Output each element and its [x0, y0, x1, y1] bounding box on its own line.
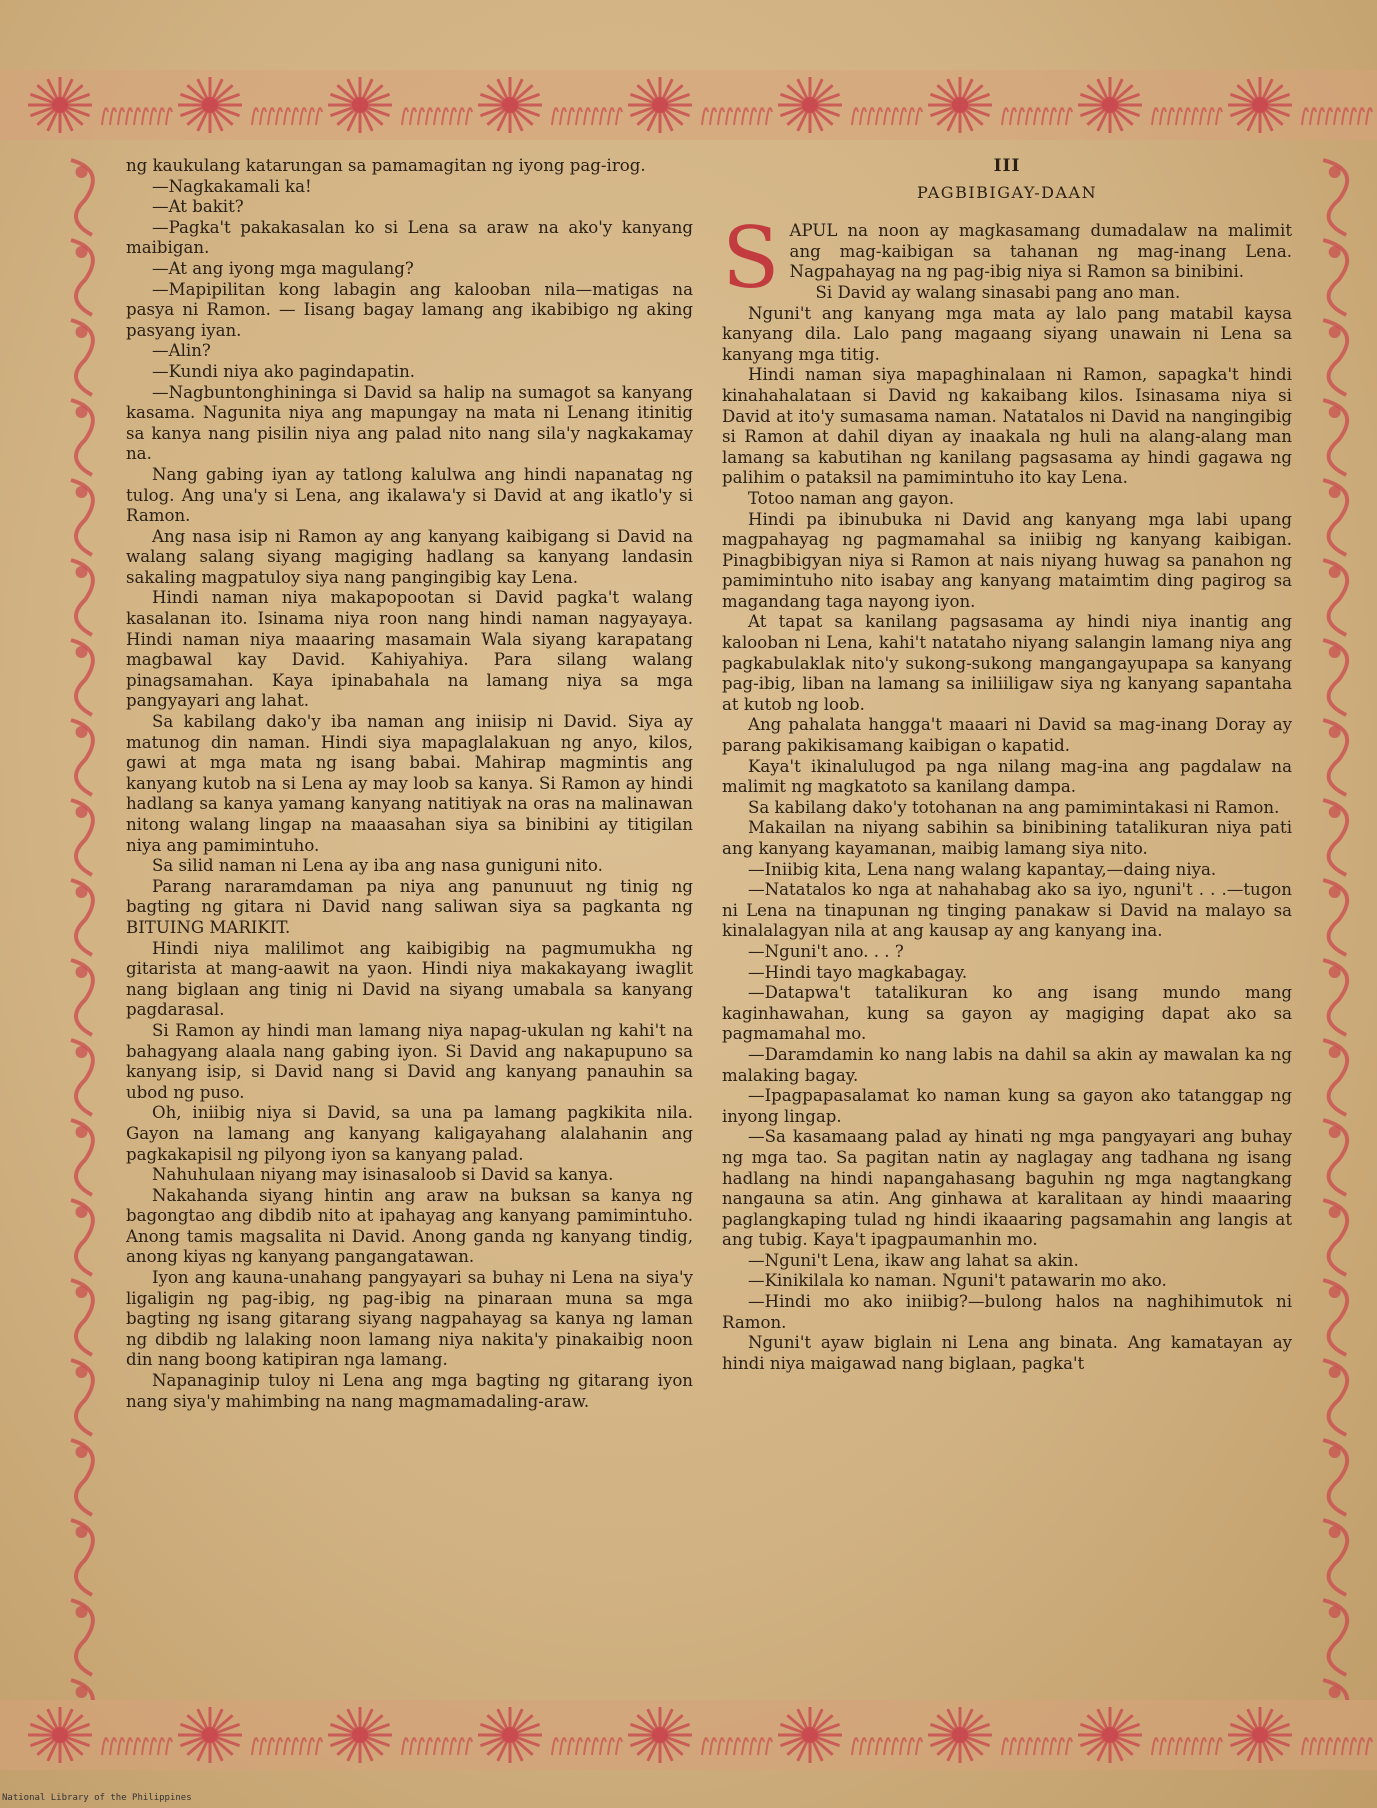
paragraph: —Nagbuntonghininga si David sa halip na sumagot sa kanyang kasama. Nagunita niya ang mapungay na mata ni Lenang itinitig sa kanya nang pisilin niya ang palad nito nang sila'y nagkakamay na. [126, 382, 693, 464]
starburst-ornament [778, 1707, 842, 1763]
right-ornament-art [1300, 140, 1377, 1700]
library-footer: National Library of the Philippines [2, 1793, 192, 1803]
chapter-number: III [993, 156, 1021, 176]
paragraph: Nakahanda siyang hintin ang araw na buksan sa kanya ng bagongtao ang dibdib nito at ipahayag ang kanyang pamimintuho. Anong tamis magsalita ni David. Anong ganda ng kanyang tindig, anong kiyas ng kanyang pangangatawan. [126, 1185, 693, 1267]
scroll-bud [76, 1206, 88, 1218]
paragraph: —At ang iyong mga magulang? [152, 258, 414, 278]
starburst-ornament [1078, 77, 1142, 133]
scroll-bud [1329, 1046, 1341, 1058]
paragraph: Si Ramon ay hindi man lamang niya napag-ukulan ng kahi't na bahagyang alaala nang gabing iyon. Si David ang nakapupuno sa kanyang isip, si David nang si David ang kanyang panauhin sa ubod ng puso. [126, 1020, 693, 1102]
scroll-bud [1329, 966, 1341, 978]
bottom-floral-border [0, 1700, 1377, 1770]
paragraph: —Hindi mo ako iniibig?—bulong halos na naghihimutok ni Ramon. [722, 1292, 1292, 1332]
left-ornament-art [50, 140, 120, 1700]
paragraph: —Nagkakamali ka! [152, 176, 312, 196]
starburst-ornament [478, 77, 542, 133]
scroll-bud [76, 566, 88, 578]
starburst-ornament [628, 1707, 692, 1763]
paragraph: Napanaginip tuloy ni Lena ang mga bagting ng gitarang iyon nang siya'y mahimbing na nang magmamadaling-araw. [126, 1371, 693, 1411]
scroll-bud [1329, 1286, 1341, 1298]
scroll-bud [76, 1686, 88, 1698]
scroll-bud [76, 966, 88, 978]
paragraph: —Nguni't Lena, ikaw ang lahat sa akin. [748, 1250, 1079, 1270]
scroll-bud [76, 326, 88, 338]
paragraph: —Kundi niya ako pagindapatin. [152, 361, 416, 381]
scroll-bud [1329, 646, 1341, 658]
paragraph: Sa silid naman ni Lena ay iba ang nasa guniguni nito. [152, 856, 603, 876]
scroll-bud [76, 166, 88, 178]
scroll-bud [76, 1446, 88, 1458]
paragraph: Nahuhulaan niyang may isinasaloob si David sa kanya. [152, 1165, 614, 1185]
paragraph: At tapat sa kanilang pagsasama ay hindi niya inantig ang kalooban ni Lena, kahi't natataho niyang salangin lamang niya ang pagkabulaklak nito'y sukong-sukong mangangayupapa sa kanyang pag-ibig, liban na lamang sa iniliiligaw siya ng kanyang sapantaha at kutob ng loob. [722, 612, 1292, 714]
scroll-bud [1329, 406, 1341, 418]
scroll-bud [76, 1286, 88, 1298]
paragraph: —Hindi tayo magkabagay. [748, 962, 968, 982]
paragraph: —Iniibig kita, Lena nang walang kapantay,—daing niya. [748, 859, 1217, 879]
paragraph: —At bakit? [152, 197, 244, 217]
paragraph: —Mapipilitan kong labagin ang kalooban nila—matigas na pasya ni Ramon. — Iisang bagay lamang ang ikabibigo ng aking pasyang iyan. [126, 279, 693, 340]
starburst-ornament [328, 77, 392, 133]
starburst-ornament [928, 1707, 992, 1763]
scroll-bud [1329, 1606, 1341, 1618]
scroll-bud [1329, 1686, 1341, 1698]
starburst-ornament [28, 77, 92, 133]
scroll-bud [1329, 246, 1341, 258]
scroll-bud [1329, 566, 1341, 578]
scroll-bud [1329, 886, 1341, 898]
paragraph: Ang pahalata hangga't maaari ni David sa mag-inang Doray ay parang pakikisamang kaibigan o kapatid. [722, 715, 1292, 756]
scroll-bud [1329, 166, 1341, 178]
paragraph: Totoo naman ang gayon. [748, 488, 955, 508]
scroll-bud [1329, 1366, 1341, 1378]
scroll-bud [76, 1526, 88, 1538]
scroll-bud [76, 726, 88, 738]
paragraph: —Sa kasamaang palad ay hinati ng mga pangyayari ang buhay ng mga tao. Sa pagitan natin ay naglagay ang tadhana ng isang hadlang na hindi napangahasang baguhin ng mga nagtangkang nangauna sa atin. Ang ginhawa at karalitaan ay hindi maaaring paglangkaping tulad ng hindi ikaaaring pagsamahin ang langis at ang tubig. Kaya't ipagpaumanhin mo. [722, 1127, 1292, 1250]
paragraph: Parang nararamdaman pa niya ang panunuut ng tinig ng bagting ng gitara ni David nang saliwan siya sa pagkanta ng BITUING MARIKIT. [126, 876, 693, 937]
paragraph: Makailan na niyang sabihin sa binibining tatalikuran niya pati ang kanyang kayamanan, maibig lamang siya nito. [722, 818, 1292, 858]
paragraph: Nguni't ayaw biglain ni Lena ang binata. Ang kamatayan ay hindi niya maigawad nang biglaan, pagka't [722, 1333, 1292, 1373]
paragraph: Hindi naman niya makapopootan si David pagka't walang kasalanan ito. Isinama niya roon nang hindi naman nagyayaya. Hindi naman niya maaaring masamain Wala siyang karapatang magbawal kay David. Kahiyahiya. Para silang walang pinagsamahan. Kaya ipinabahala na lamang niya sa mga pangyayari ang lahat. [126, 588, 693, 711]
scroll-bud [76, 886, 88, 898]
scroll-bud [76, 246, 88, 258]
starburst-ornament [1228, 1707, 1292, 1763]
paragraph: —Datapwa't tatalikuran ko ang isang mundo mang kaginhawahan, kung sa gayon ay magiging dapat ako sa pagmamahal mo. [722, 983, 1292, 1044]
paragraph: —Ipagpapasalamat ko naman kung sa gayon ako tatanggap ng inyong lingap. [722, 1086, 1292, 1126]
starburst-ornament [928, 77, 992, 133]
paragraph: —Daramdamin ko nang labis na dahil sa akin ay mawalan ka ng malaking bagay. [722, 1044, 1292, 1085]
paragraph: Oh, iniibig niya si David, sa una pa lamang pagkikita nila. Gayon na lamang ang kanyang kaligayahang alalahanin ang pagkakapisil ng pilyong iyon sa kanyang palad. [126, 1103, 693, 1164]
paragraph: Nguni't ang kanyang mga mata ay lalo pang matabil kaysa kanyang dila. Lalo pang magaang siyang unawain ni Lena sa kanyang mga titig. [722, 303, 1292, 364]
scroll-bud [76, 1126, 88, 1138]
top-floral-border-art [0, 70, 1377, 140]
paragraph: —Nguni't ano. . . ? [748, 941, 904, 961]
scroll-bud [1329, 1446, 1341, 1458]
scroll-bud [1329, 726, 1341, 738]
starburst-ornament [178, 1707, 242, 1763]
drop-cap: S [722, 209, 780, 308]
scroll-bud [76, 486, 88, 498]
starburst-ornament [1228, 77, 1292, 133]
opening-paragraph-text: APUL na noon ay magkasamang dumadalaw na malimit ang mag-kaibigan sa tahanan ng mag-inang Lena. Nagpahayag na ng pag-ibig niya si Ramon sa binibini. [789, 221, 1292, 282]
starburst-ornament [328, 1707, 392, 1763]
paragraph: —Pagka't pakakasalan ko si Lena sa araw na ako'y kanyang maibigan. [126, 217, 693, 258]
paragraph: Kaya't ikinalulugod pa nga nilang mag-ina ang pagdalaw na malimit ng magkatoto sa kanilang dampa. [722, 756, 1292, 797]
left-ornament-border [50, 140, 120, 1700]
scroll-bud [1329, 1126, 1341, 1138]
scroll-bud [76, 646, 88, 658]
scroll-bud [76, 1046, 88, 1058]
chapter-title: PAGBIBIGAY-DAAN [916, 182, 1098, 202]
paragraph: —Kinikilala ko naman. Nguni't patawarin mo ako. [748, 1271, 1167, 1291]
paragraph: Hindi naman siya mapaghinalaan ni Ramon, sapagka't hindi kinahahalataan si David ng kakaibang kilos. Isinasama niya si David at ito'y sumasama naman. Natatalos ni David na nangingibig si Ramon at dahil diyan ay inaakala ng huli na alang-alang man lamang sa kabutihan ng kanilang pagsasama ay hindi gagawa ng palihim o pataksil na pamimintuho ito kay Lena. [722, 365, 1292, 488]
scroll-bud [1329, 1526, 1341, 1538]
paragraph: —Natatalos ko nga at nahahabag ako sa iyo, nguni't . . .—tugon ni Lena na tinapunan ng tinging panakaw si David na malayo sa kinalalagyan nila at ang kausap ay ang kanyang ina. [722, 880, 1292, 941]
paragraph: Si David ay walang sinasabi pang ano man. [815, 282, 1181, 302]
top-floral-border [0, 70, 1377, 140]
scroll-bud [1329, 326, 1341, 338]
paragraph: ng kaukulang katarungan sa pamamagitan ng iyong pag-irog. [126, 156, 646, 175]
paragraph: Nang gabing iyan ay tatlong kalulwa ang hindi napanatag ng tulog. Ang una'y si Lena, ang ikalawa'y si David at ang ikatlo'y si Ramon. [126, 464, 693, 526]
right-text-column [722, 156, 1292, 1374]
scroll-bud [76, 1366, 88, 1378]
starburst-ornament [478, 1707, 542, 1763]
paragraph: Sa kabilang dako'y totohanan na ang pamimintakasi ni Ramon. [748, 797, 1280, 817]
scroll-bud [76, 406, 88, 418]
scroll-bud [1329, 486, 1341, 498]
scroll-bud [76, 1606, 88, 1618]
scroll-bud [76, 806, 88, 818]
starburst-ornament [628, 77, 692, 133]
paragraph: Hindi pa ibinubuka ni David ang kanyang mga labi upang magpahayag ng pagmamahal sa iniibig ng kanyang kaibigan. Pinagbibigyan niya si Ramon at nais niyang huwag sa panahon ng pamimintuho nito isabay ang kanyang mataimtim ding pagirog sa magandang taga nayong iyon. [722, 509, 1292, 611]
starburst-ornament [778, 77, 842, 133]
scroll-bud [1329, 1206, 1341, 1218]
paragraph: Ang nasa isip ni Ramon ay ang kanyang kaibigang si David na walang salang siyang magiging hadlang sa kanyang landasin sakaling magpatuloy siya nang pangingibig kay Lena. [126, 526, 693, 587]
starburst-ornament [1078, 1707, 1142, 1763]
bottom-floral-border-art [0, 1700, 1377, 1770]
paragraph: —Alin? [152, 341, 211, 361]
paragraph: Sa kabilang dako'y iba naman ang iniisip ni David. Siya ay matunog din naman. Hindi siya mapaglalakuan ng anyo, kilos, gawi at mga mata ng isang babai. Mahirap magmintis ang kanyang kutob na si Lena ay may loob sa kanya. Si Ramon ay hindi hadlang sa kanya yamang kanyang natitiyak na oras na malinawan nitong walang lingap na maaasahan siya sa binibini ay titigilan niya ang pamimintuho. [126, 712, 693, 855]
right-ornament-border [1300, 140, 1377, 1700]
paragraph: Hindi niya malilimot ang kaibigibig na pagmumukha ng gitarista at mang-aawit na yaon. Hindi niya makakayang iwaglit nang biglaan ang tinig ni David na siyang umabala sa kanyang pagdarasal. [126, 938, 693, 1020]
scroll-bud [1329, 806, 1341, 818]
paragraph: Iyon ang kauna-unahang pangyayari sa buhay ni Lena na siya'y ligaligin ng pag-ibig, ng pag-ibig na pinaraan muna sa mga bagting ng isang gitarang siyang nagpahayag sa kanya ng laman ng dibdib ng lalaking noon lamang niya nakita'y pinakaibig noon din nang boong katipiran nga lamang. [126, 1268, 693, 1370]
starburst-ornament [28, 1707, 92, 1763]
left-text-column [126, 156, 693, 1412]
starburst-ornament [178, 77, 242, 133]
